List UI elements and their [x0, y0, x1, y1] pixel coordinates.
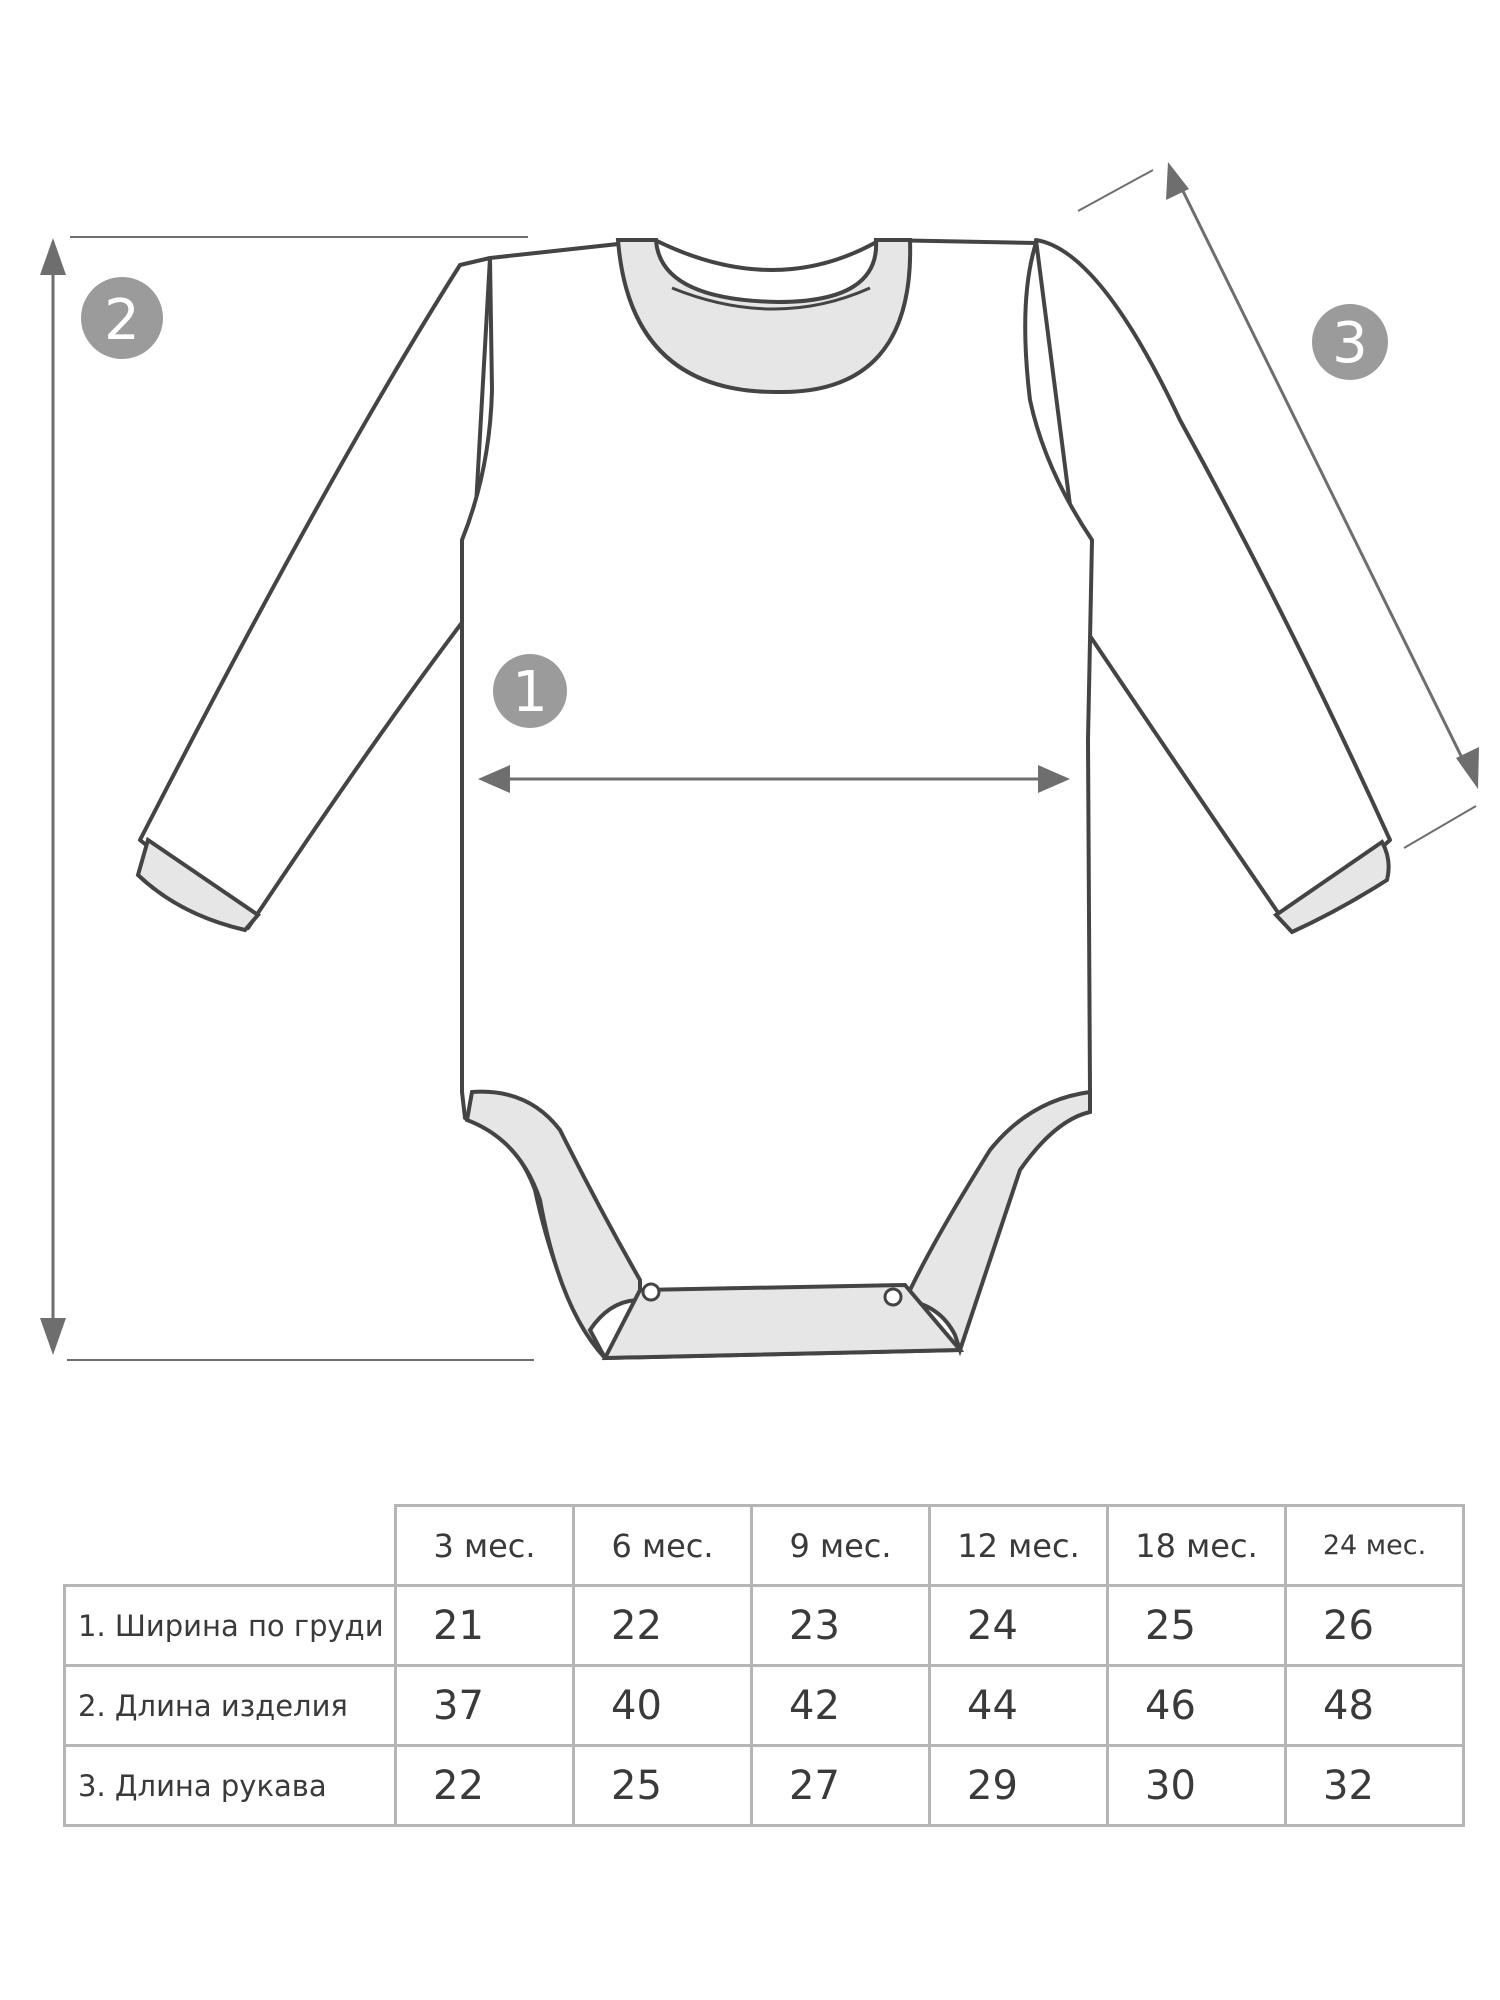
badge-1 — [493, 654, 567, 728]
table-cell: 25 — [1108, 1586, 1286, 1666]
table-cell: 37 — [396, 1666, 574, 1746]
left-sleeve — [140, 258, 490, 928]
bodysuit-outline — [140, 240, 1390, 1358]
row-label: 1. Ширина по груди — [65, 1586, 396, 1666]
table-cell: 27 — [752, 1746, 930, 1826]
table-cell: 30 — [1108, 1746, 1286, 1826]
row-label: 3. Длина рукава — [65, 1746, 396, 1826]
table-cell: 48 — [1286, 1666, 1464, 1746]
badge-3 — [1312, 304, 1388, 380]
snap-left — [643, 1284, 659, 1300]
column-header: 18 мес. — [1108, 1506, 1286, 1586]
badge-2 — [81, 277, 163, 359]
snap-right — [885, 1289, 901, 1305]
table-cell: 29 — [930, 1746, 1108, 1826]
column-header: 9 мес. — [752, 1506, 930, 1586]
table-header-row — [65, 1506, 1464, 1586]
table-cell: 40 — [574, 1666, 752, 1746]
table-cell: 22 — [574, 1586, 752, 1666]
size-table — [63, 1504, 1465, 1827]
svg-text:1: 1 — [512, 660, 548, 725]
column-header: 12 мес. — [930, 1506, 1108, 1586]
table-cell: 23 — [752, 1586, 930, 1666]
table-cell: 32 — [1286, 1746, 1464, 1826]
table-cell: 26 — [1286, 1586, 1464, 1666]
column-header: 6 мес. — [574, 1506, 752, 1586]
table-cell: 25 — [574, 1746, 752, 1826]
table-cell: 46 — [1108, 1666, 1286, 1746]
column-header: 24 мес. — [1286, 1506, 1464, 1586]
table-corner — [65, 1506, 396, 1586]
column-header: 3 мес. — [396, 1506, 574, 1586]
svg-text:2: 2 — [104, 288, 140, 353]
table-cell: 22 — [396, 1746, 574, 1826]
table-cell: 42 — [752, 1666, 930, 1746]
table-cell: 44 — [930, 1666, 1108, 1746]
table-row — [65, 1666, 1464, 1746]
table-row — [65, 1746, 1464, 1826]
svg-text:3: 3 — [1332, 311, 1368, 376]
table-cell: 24 — [930, 1586, 1108, 1666]
row-label: 2. Длина изделия — [65, 1666, 396, 1746]
table-row — [65, 1586, 1464, 1666]
table-cell: 21 — [396, 1586, 574, 1666]
